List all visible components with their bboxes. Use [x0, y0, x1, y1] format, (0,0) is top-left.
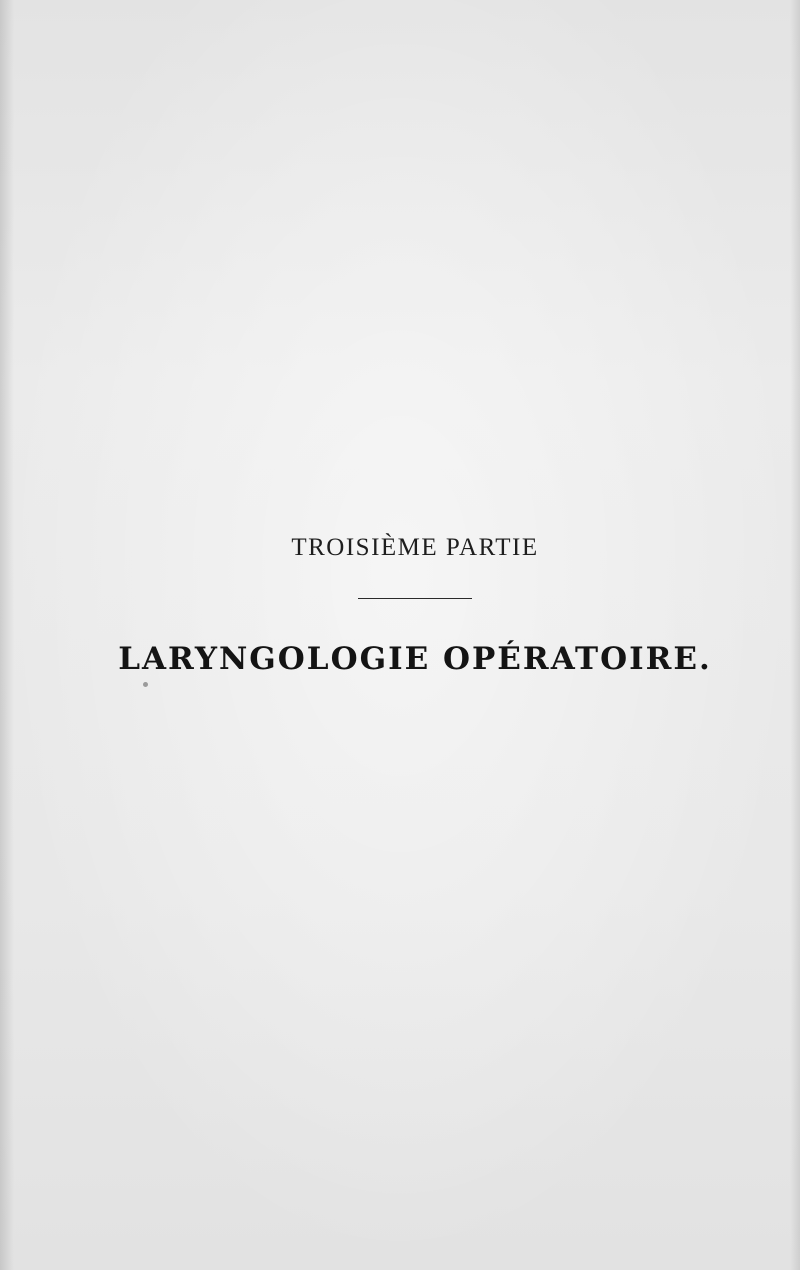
section-title: LARYNGOLOGIE OPÉRATOIRE.	[118, 641, 712, 677]
page-edge-shadow-right	[790, 0, 800, 1270]
page-edge-shadow-left	[0, 0, 14, 1270]
ink-speck	[143, 682, 148, 687]
divider-rule	[358, 598, 472, 599]
part-heading: TROISIÈME PARTIE	[291, 534, 539, 561]
